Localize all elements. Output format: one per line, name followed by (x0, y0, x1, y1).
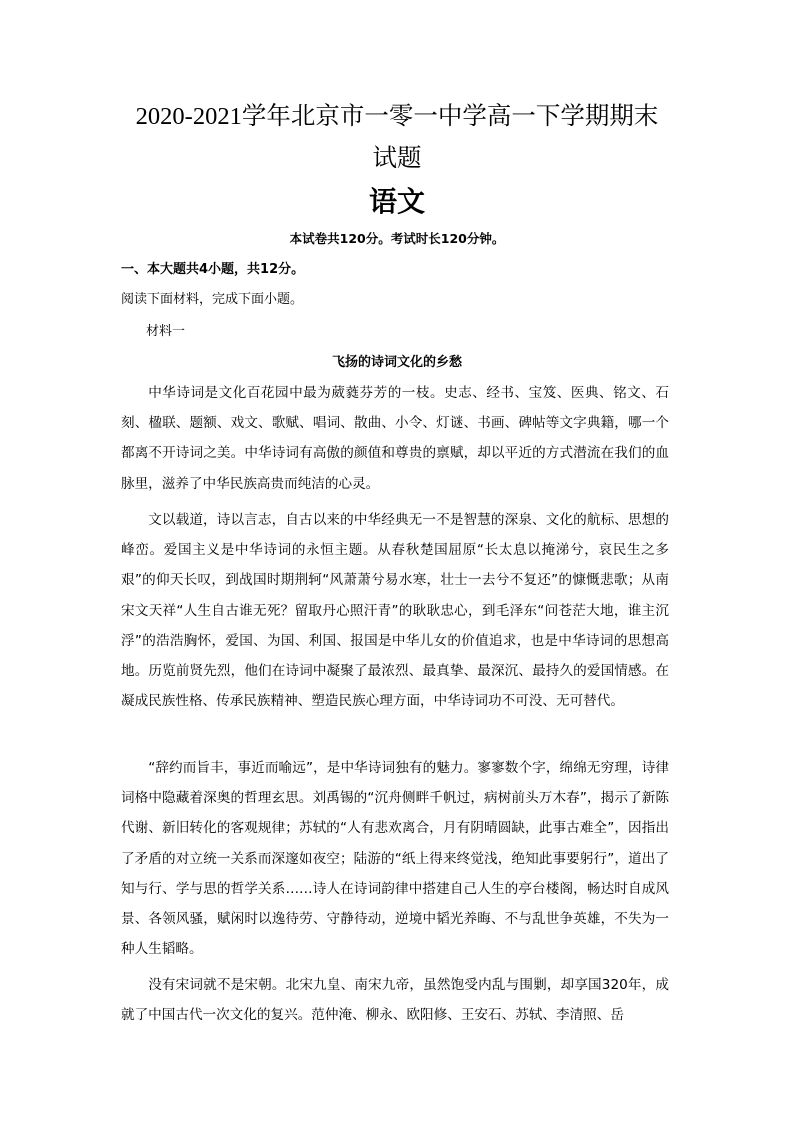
article-title: 飞扬的诗词文化的乡愁 (331, 355, 462, 370)
section-heading: 一、本大题共4小题，共12分。 (121, 262, 305, 277)
paper-title-line-2: 试题 (372, 145, 422, 172)
article-paragraph: 没有宋词就不是宋朝。北宋九皇、南宋九帝，虽然饱受内乱与围剿，却享国320年，成就了中国古代一次文化的复兴。范仲淹、柳永、欧阳修、王安石、苏轼、李清照、岳 (121, 977, 669, 1024)
exam-note: 本试卷共120分。考试时长120分钟。 (289, 231, 505, 246)
material-label: 材料一 (146, 324, 186, 339)
article-paragraph: 中华诗词是文化百花园中最为葳蕤芬芳的一枝。史志、经书、宝笈、医典、铭文、石刻、楹联、题额、戏文、歌赋、唱词、散曲、小令、灯谜、书画、碑帖等文字典籍，哪一个都离不开诗词之美。中华诗词有高傲的颜值和尊贵的禀赋，却以平近的方式潜流在我们的血脉里，滋养了中华民族高贵而纯洁的心灵。 (121, 385, 669, 492)
reading-instruction: 阅读下面材料，完成下面小题。 (121, 292, 304, 307)
article-paragraph: 文以载道，诗以言志，自古以来的中华经典无一不是智慧的深泉、文化的航标、思想的峰峦。爱国主义是中华诗词的永恒主题。从春秋楚国屈原“长太息以掩涕兮，哀民生之多艰”的仰天长叹，到战国时期荆轲“风萧萧兮易水寒，壮士一去兮不复还”的慷慨悲歌；从南宋文天祥“人生自古谁无死？留取丹心照汗青”的耿耿忠心，到毛泽东“问苍茫大地，谁主沉浮”的浩浩胸怀，爱国、为国、利国、报国是中华儿女的价值追求，也是中华诗词的思想高地。历览前贤先烈，他们在诗词中凝聚了最浓烈、最真挚、最深沉、最持久的爱国情感。在凝成民族性格、传承民族精神、塑造民族心理方面，中华诗词功不可没、无可替代。 (121, 512, 669, 710)
paper-title-line-1: 2020-2021学年北京市一零一中学高一下学期期末 (135, 103, 659, 130)
article-paragraph: “辞约而旨丰，事近而喻远”，是中华诗词独有的魅力。寥寥数个字，绵绵无穷理，诗律词格中隐藏着深奥的哲理玄思。刘禹锡的“沉舟侧畔千帆过，病树前头万木春”，揭示了新陈代谢、新旧转化的客观规律；苏轼的“人有悲欢离合，月有阴晴圆缺，此事古难全”，因指出了矛盾的对立统一关系而深邃如夜空；陆游的“纸上得来终觉浅，绝知此事要躬行”，道出了知与行、学与思的哲学关系……诗人在诗词韵律中搭建自己人生的亭台楼阁，畅达时自成风景、各领风骚，赋闲时以逸待劳、守静待动，逆境中韬光养晦、不与乱世争英雄，不失为一种人生韬略。 (121, 760, 669, 958)
subject-title: 语文 (368, 185, 425, 218)
